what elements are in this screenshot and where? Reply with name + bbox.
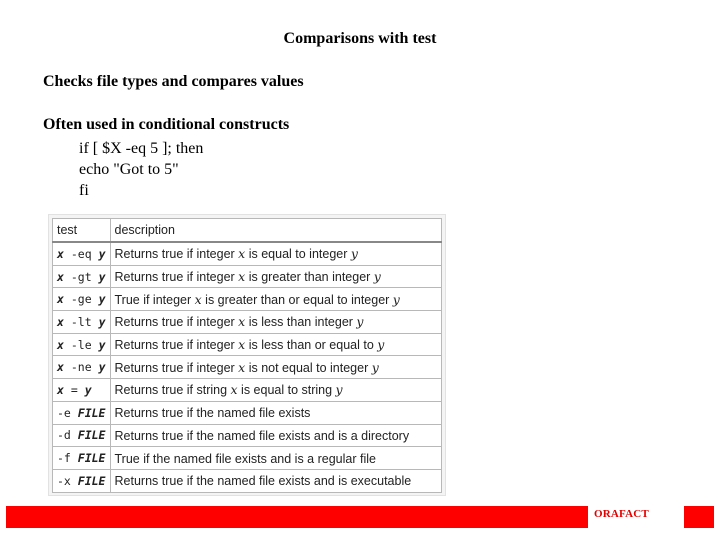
operator-operand: y <box>98 360 106 375</box>
table-row <box>53 469 442 492</box>
description-cell <box>110 356 442 379</box>
description-variable: y <box>392 291 400 307</box>
test-operators-table <box>52 218 442 493</box>
description-text: is equal to integer <box>245 247 351 262</box>
operator-operand: y <box>98 337 106 352</box>
description-variable: y <box>350 246 358 262</box>
table-row <box>53 447 442 470</box>
table-body <box>53 242 442 492</box>
test-operator-cell <box>53 242 111 265</box>
table-row <box>53 242 442 265</box>
operator-operand: x <box>57 337 64 352</box>
table-header-row <box>53 219 442 243</box>
test-operator-cell <box>53 311 111 334</box>
description-variable: x <box>238 314 246 330</box>
description-cell <box>110 424 442 447</box>
description-cell <box>110 265 442 288</box>
test-operator-cell <box>53 447 111 470</box>
operator-operand: FILE <box>77 405 106 420</box>
description-text: is less than or equal to <box>245 338 378 353</box>
operator-operand: x <box>57 269 64 284</box>
description-variable: x <box>238 246 246 262</box>
operator-flag: -lt <box>63 314 99 329</box>
table-row <box>53 356 442 379</box>
test-operator-cell <box>53 469 111 492</box>
description-variable: x <box>238 337 246 353</box>
code-line-if: if [ $X -eq 5 ]; then <box>79 140 204 157</box>
test-operator-cell <box>53 288 111 311</box>
operator-flag: -e <box>57 405 78 420</box>
description-text: Returns true if integer <box>114 315 239 330</box>
test-operator-cell <box>53 333 111 356</box>
operator-flag: -ne <box>63 360 99 375</box>
operator-flag: -d <box>57 428 78 443</box>
operator-operand: x <box>57 382 64 397</box>
operator-operand: x <box>57 246 64 261</box>
operator-flag: -ge <box>63 292 99 307</box>
operator-operand: y <box>98 292 106 307</box>
operator-operand: y <box>98 246 106 261</box>
operator-operand: x <box>57 360 64 375</box>
operator-flag: -le <box>63 337 99 352</box>
description-variable: x <box>238 359 246 375</box>
header-test: test <box>53 219 111 243</box>
description-cell <box>110 288 442 311</box>
operator-operand: y <box>98 269 106 284</box>
table-row <box>53 311 442 334</box>
description-cell <box>110 401 442 424</box>
description-text: is equal to string <box>237 383 336 398</box>
description-text: Returns true if string <box>114 383 231 398</box>
description-text: True if integer <box>114 292 195 307</box>
description-text: Returns true if the named file exists and is executable <box>114 474 412 489</box>
code-line-fi: fi <box>79 182 89 199</box>
operator-flag: -f <box>57 451 78 466</box>
description-text: Returns true if integer <box>114 338 239 353</box>
test-operator-cell <box>53 356 111 379</box>
description-cell <box>110 447 442 470</box>
description-text: is greater than or equal to integer <box>201 292 393 307</box>
slide-title: Comparisons with test <box>283 30 437 47</box>
description-text: True if the named file exists and is a regular file <box>114 451 376 466</box>
description-variable: y <box>356 314 364 330</box>
description-text: Returns true if integer <box>114 270 239 285</box>
code-line-echo: echo "Got to 5" <box>79 161 179 178</box>
description-text: Returns true if the named file exists and is a directory <box>114 428 410 443</box>
operator-flag: -eq <box>63 246 99 261</box>
table-row <box>53 379 442 402</box>
description-variable: x <box>238 269 246 285</box>
operator-operand: FILE <box>77 473 106 488</box>
operator-flag: = <box>63 382 85 397</box>
operator-operand: y <box>84 382 92 397</box>
description-text: Returns true if integer <box>114 360 239 375</box>
description-variable: x <box>230 382 238 398</box>
description-cell <box>110 311 442 334</box>
operator-operand: FILE <box>77 451 106 466</box>
operator-flag: -gt <box>63 269 99 284</box>
test-operators-table-frame <box>48 214 446 496</box>
bullet-conditional: Often used in conditional constructs <box>43 116 290 133</box>
test-operator-cell <box>53 401 111 424</box>
description-variable: y <box>377 337 385 353</box>
test-operator-cell <box>53 379 111 402</box>
description-cell <box>110 333 442 356</box>
description-cell <box>110 379 442 402</box>
description-text: is greater than integer <box>245 270 374 285</box>
table-row <box>53 333 442 356</box>
header-description: description <box>110 219 442 243</box>
description-variable: y <box>371 359 379 375</box>
description-text: is not equal to integer <box>245 360 372 375</box>
test-operator-cell <box>53 424 111 447</box>
table-row <box>53 401 442 424</box>
description-text: is less than integer <box>245 315 357 330</box>
description-variable: y <box>335 382 343 398</box>
description-variable: x <box>194 291 202 307</box>
test-operator-cell <box>53 265 111 288</box>
table-row <box>53 424 442 447</box>
bullet-file-types: Checks file types and compares values <box>43 73 304 90</box>
description-cell <box>110 242 442 265</box>
operator-operand: y <box>98 314 106 329</box>
description-cell <box>110 469 442 492</box>
operator-operand: FILE <box>77 428 106 443</box>
footer-logo: ORAFACT <box>588 506 684 528</box>
operator-flag: -x <box>57 473 78 488</box>
table-row <box>53 265 442 288</box>
table-row <box>53 288 442 311</box>
description-text: Returns true if the named file exists <box>114 406 311 421</box>
operator-operand: x <box>57 292 64 307</box>
description-variable: y <box>373 269 381 285</box>
operator-operand: x <box>57 314 64 329</box>
description-text: Returns true if integer <box>114 247 239 262</box>
